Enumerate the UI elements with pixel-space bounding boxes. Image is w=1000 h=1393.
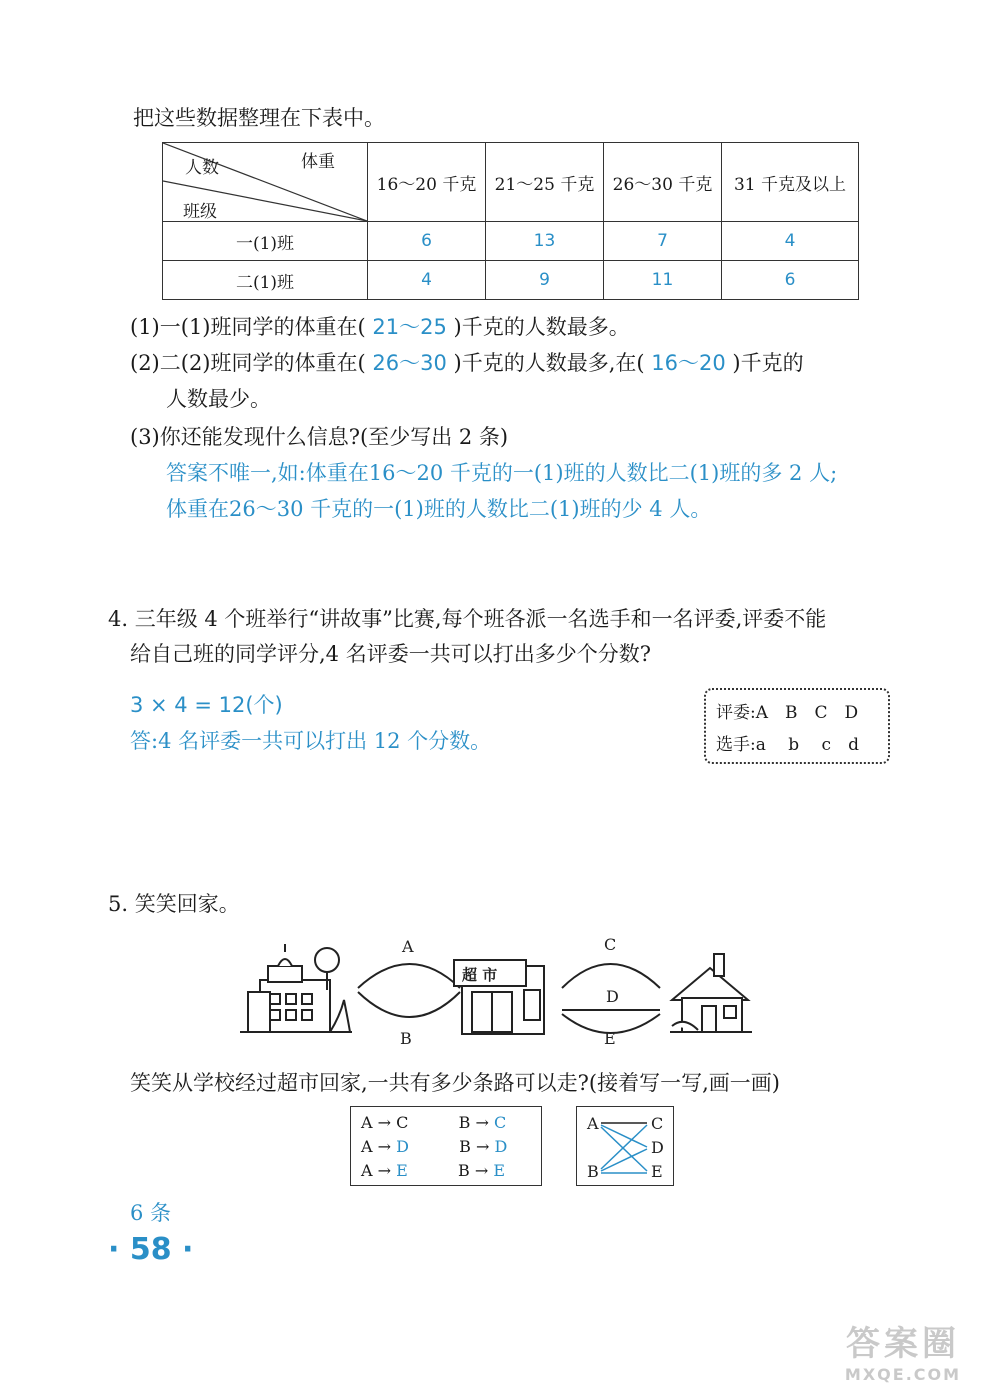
header-cell: 21～25 千克 <box>486 143 604 222</box>
table-header-row <box>163 143 859 222</box>
line-a-e <box>601 1127 647 1171</box>
line-a-d <box>601 1125 647 1147</box>
question-4-line-1: 4. 三年级 4 个班举行“讲故事”比赛,每个班各派一名选手和一名评委,评委不能 <box>108 607 827 631</box>
node-d: D <box>651 1138 664 1157</box>
value-cell: 4 <box>368 261 486 300</box>
value-cell: 9 <box>486 261 604 300</box>
corner-count-label: 人数 <box>185 158 219 178</box>
route-from: A <box>361 1137 373 1156</box>
arrow-icon: → <box>475 1113 489 1132</box>
value-cell: 4 <box>722 222 859 261</box>
row-label: 一(1)班 <box>163 222 368 261</box>
route-from: A <box>361 1113 373 1132</box>
row-label: 二(1)班 <box>163 261 368 300</box>
table-row <box>163 222 859 261</box>
q3-answer-line-1: 答案不唯一,如:体重在16～20 千克的一(1)班的人数比二(1)班的多 2 人; <box>166 461 838 485</box>
route-label-e: E <box>604 1029 616 1048</box>
value-cell: 13 <box>486 222 604 261</box>
corner-weight-label: 体重 <box>301 152 335 172</box>
route-a-line <box>358 964 460 988</box>
header-cell: 16～20 千克 <box>368 143 486 222</box>
node-e: E <box>651 1162 663 1181</box>
table-row <box>163 261 859 300</box>
judge-player-box <box>704 688 890 764</box>
question-1 <box>130 312 630 342</box>
route-label-a: A <box>402 937 414 956</box>
path-list-row <box>361 1113 506 1132</box>
route-to-answer: D <box>396 1137 409 1156</box>
line-b-c <box>601 1125 647 1169</box>
path-list-row <box>361 1137 507 1156</box>
route-from: B <box>459 1137 471 1156</box>
question-5-text: 笑笑从学校经过超市回家,一共有多少条路可以走?(接着写一写,画一画) <box>130 1071 780 1095</box>
q4-answer-formula: 3 × 4 = 12(个) <box>130 693 283 717</box>
path-diagram-box <box>576 1106 674 1186</box>
watermark-line-1: 答案圈 <box>846 1324 960 1364</box>
q1-post: )千克的人数最多。 <box>453 315 630 339</box>
arrow-icon: → <box>377 1137 392 1156</box>
path-connection-diagram <box>577 1107 673 1185</box>
route-to: C <box>396 1113 409 1132</box>
header-cell: 26～30 千克 <box>604 143 722 222</box>
weight-table <box>162 142 859 300</box>
node-c: C <box>651 1114 664 1133</box>
q2-mid: )千克的人数最多,在( <box>453 351 645 375</box>
line-b-d <box>601 1149 647 1171</box>
q4-answer-sentence: 答:4 名评委一共可以打出 12 个分数。 <box>130 729 492 753</box>
table-corner-cell <box>163 143 368 222</box>
route-from: B <box>458 1161 470 1180</box>
route-label-b: B <box>400 1029 412 1048</box>
path-list-box <box>350 1106 542 1186</box>
question-4-line-2: 给自己班的同学评分,4 名评委一共可以打出多少个分数? <box>130 642 651 666</box>
page-number: · 58 · <box>108 1232 194 1267</box>
node-b: B <box>587 1162 599 1181</box>
q2-post: )千克的 <box>732 351 804 375</box>
house-icon <box>670 954 752 1032</box>
arrow-icon: → <box>476 1137 490 1156</box>
header-cell: 31 千克及以上 <box>722 143 859 222</box>
route-c-line <box>562 964 660 988</box>
arrow-icon: → <box>474 1161 489 1180</box>
route-to-answer: E <box>493 1161 506 1180</box>
school-icon <box>240 944 352 1032</box>
q2-pre: (2)二(2)班同学的体重在( <box>130 351 366 375</box>
route-label-d: D <box>606 987 619 1006</box>
watermark-line-2: MXQE.COM <box>844 1365 962 1384</box>
route-b-line <box>358 992 460 1017</box>
question-5-title: 5. 笑笑回家。 <box>108 892 240 916</box>
q1-pre: (1)一(1)班同学的体重在( <box>130 315 366 339</box>
watermark-logo <box>818 1316 988 1384</box>
route-to-answer: C <box>493 1113 507 1132</box>
corner-class-label: 班级 <box>183 202 217 222</box>
arrow-icon: → <box>377 1161 392 1180</box>
q2-line-2: 人数最少。 <box>166 387 271 411</box>
value-cell: 11 <box>604 261 722 300</box>
intro-text: 把这些数据整理在下表中。 <box>133 106 385 130</box>
q1-answer: 21～25 <box>372 315 447 339</box>
value-cell: 6 <box>368 222 486 261</box>
q5-answer: 6 条 <box>130 1201 172 1225</box>
route-to-answer: E <box>396 1161 408 1180</box>
question-3: (3)你还能发现什么信息?(至少写出 2 条) <box>130 425 509 449</box>
judges-row: 评委:A B C D <box>716 703 859 723</box>
players-row: 选手:a b c d <box>716 735 859 755</box>
store-sign: 超 市 <box>462 966 498 984</box>
route-illustration <box>240 930 770 1050</box>
q2-answer-1: 26～30 <box>372 351 447 375</box>
node-a: A <box>587 1114 599 1133</box>
value-cell: 7 <box>604 222 722 261</box>
q2-answer-2: 16～20 <box>651 351 726 375</box>
value-cell: 6 <box>722 261 859 300</box>
route-label-c: C <box>604 935 617 954</box>
route-from: B <box>458 1113 471 1132</box>
question-2 <box>130 348 804 378</box>
arrow-icon: → <box>377 1113 392 1132</box>
q3-answer-line-2: 体重在26～30 千克的一(1)班的人数比二(1)班的少 4 人。 <box>166 497 712 521</box>
path-list-row <box>361 1161 505 1180</box>
route-to-answer: D <box>494 1137 508 1156</box>
route-from: A <box>361 1161 373 1180</box>
